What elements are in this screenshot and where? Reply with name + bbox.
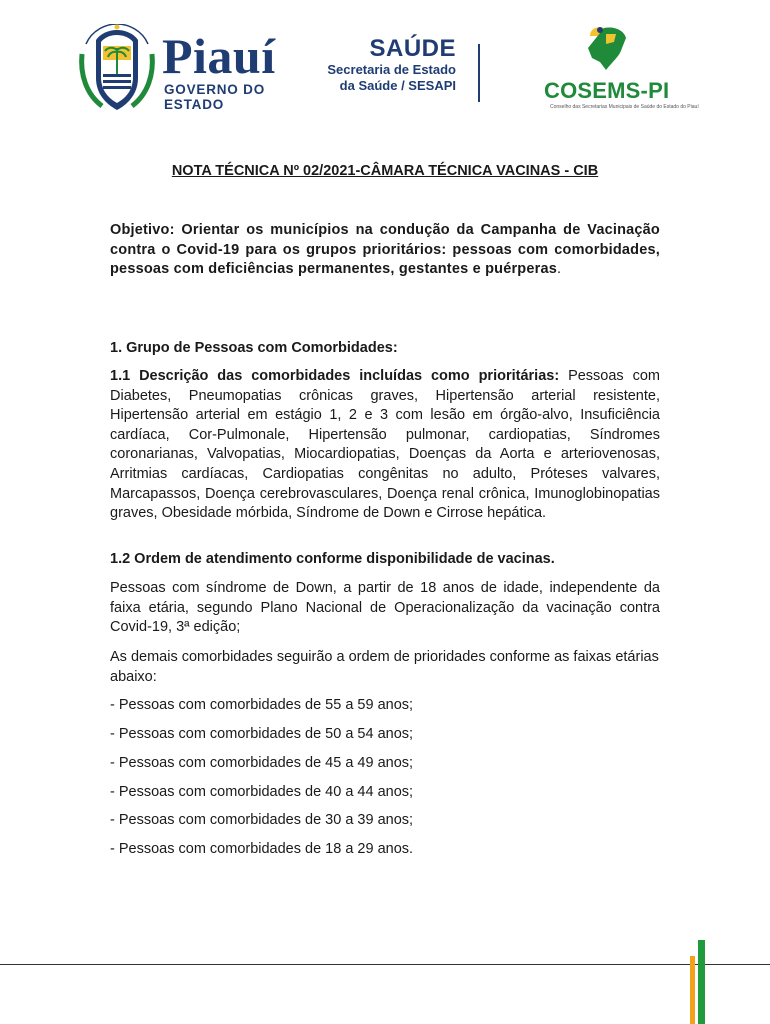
header-divider	[478, 44, 480, 102]
footer-rule	[0, 964, 770, 965]
footer-accent-orange	[690, 956, 695, 1024]
piaui-crest-icon	[76, 24, 158, 114]
cosems-subtitle: Conselho das Secretarias Municipais de Saúde do Estado do Piauí	[550, 104, 699, 110]
piaui-wordmark: Piauí	[162, 28, 276, 84]
list-item: - Pessoas com comorbidades de 45 a 49 anos;	[110, 755, 414, 771]
saude-line-2: da Saúde / SESAPI	[339, 78, 456, 93]
list-item: - Pessoas com comorbidades de 30 a 39 anos;	[110, 812, 414, 828]
cosems-wordmark: COSEMS-PI	[544, 78, 670, 103]
list-item: - Pessoas com comorbidades de 40 a 44 anos;	[110, 784, 414, 800]
list-item: - Pessoas com comorbidades de 50 a 54 anos;	[110, 726, 414, 742]
section-1-2-paragraph-2: As demais comorbidades seguirão a ordem de prioridades conforme as faixas etárias abaixo:	[110, 649, 659, 685]
objective-period: .	[557, 261, 562, 277]
document-title: NOTA TÉCNICA Nº 02/2021-CÂMARA TÉCNICA VACINAS - CIB	[171, 163, 599, 179]
piaui-subtitle: GOVERNO DO ESTADO	[164, 82, 266, 112]
section-1-2-heading: 1.2 Ordem de atendimento conforme disponibilidade de vacinas.	[110, 551, 555, 567]
footer-accent-green	[698, 940, 705, 1024]
section-1-1-text: Pessoas com Diabetes, Pneumopatias crônicas graves, Hipertensão arterial resistente, Hipertensão arterial em estágio 1, 2 e 3 com lesão em órgão-alvo, Insuficiência cardíaca, Cor-Pulmonale, Hipertensão pulmonar, cardiopatias, Síndromes coronarianas, Valvopatias, Miocardiopatias, Doenças da Aorta e arteriovenosas, Arritmias cardíacas, Cardiopatias congênitas no adulto, Próteses valvares, Marcapassos, Doença cerebrovasculares, Doença renal crônica, Imunoglobinopatias graves, Obesidade mórbida, Síndrome de Down e Cirrose hepática.	[110, 368, 660, 522]
piaui-government-logo	[76, 24, 306, 114]
section-1-1-paragraph	[110, 367, 660, 524]
saude-title: SAÚDE	[369, 35, 456, 62]
section-1-heading: 1. Grupo de Pessoas com Comorbidades:	[110, 340, 398, 356]
list-item: - Pessoas com comorbidades de 55 a 59 anos;	[110, 697, 414, 713]
cosems-emblem-icon	[540, 22, 680, 78]
objective-text: Objetivo: Orientar os municípios na condução da Campanha de Vacinação contra o Covid-19 para os grupos prioritários: pessoas com comorbidades, pessoas com deficiências permanentes, gestantes e puérperas	[110, 222, 660, 277]
saude-line-1: Secretaria de Estado	[327, 62, 456, 77]
letterhead	[0, 0, 770, 130]
section-1-1-heading: 1.1 Descrição das comorbidades incluídas como prioritárias:	[110, 368, 560, 384]
list-item: - Pessoas com comorbidades de 18 a 29 anos.	[110, 841, 414, 857]
section-1-2-paragraph-1: Pessoas com síndrome de Down, a partir de 18 anos de idade, independente da faixa etária, segundo Plano Nacional de Operacionalização da vacinação contra Covid-19, 3ª edição;	[110, 580, 660, 636]
objective-paragraph	[110, 221, 660, 280]
sesapi-logo	[326, 36, 456, 106]
cosems-logo	[540, 22, 699, 112]
